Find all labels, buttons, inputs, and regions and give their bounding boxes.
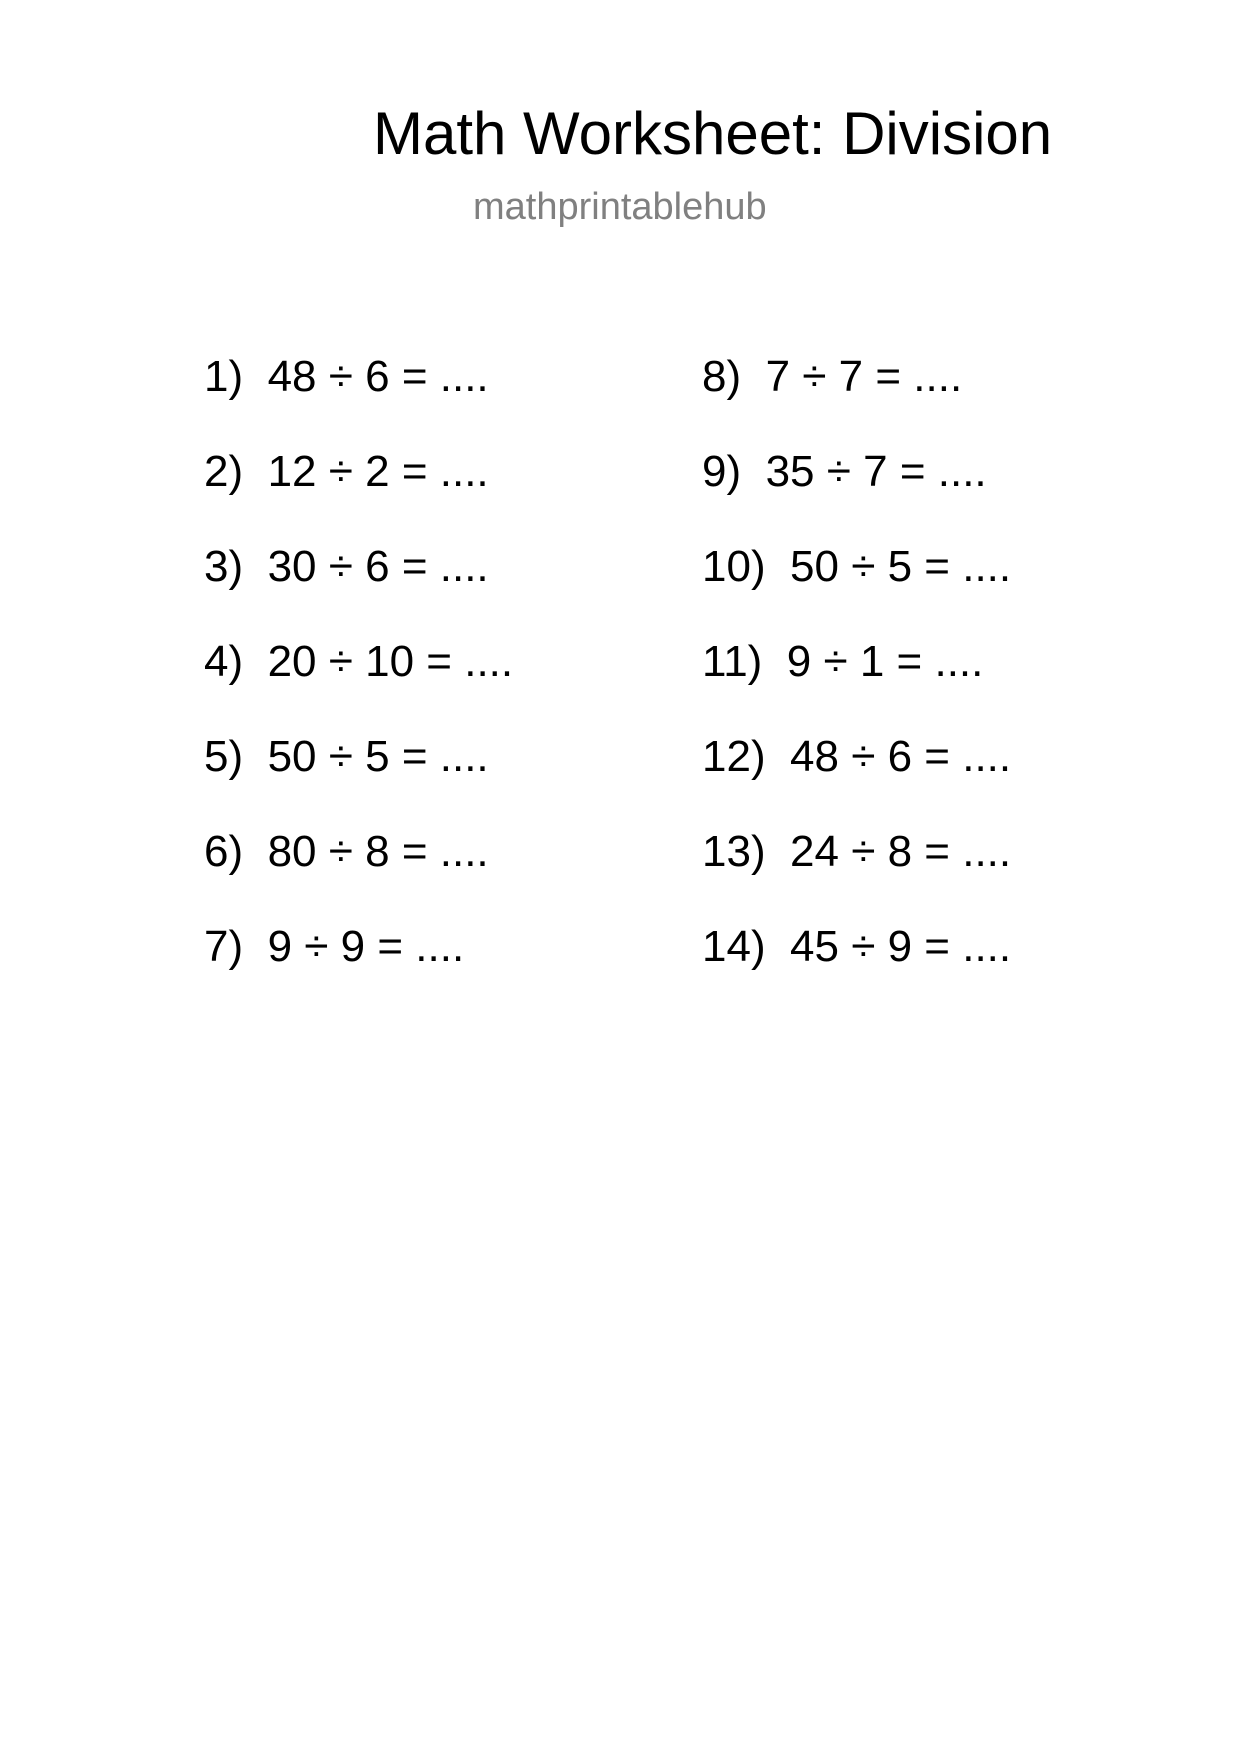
problem-expression: 7 ÷ 7 = xyxy=(765,352,902,401)
problem-7 xyxy=(204,922,465,971)
answer-blank[interactable]: .... xyxy=(962,542,1012,591)
problem-6 xyxy=(204,827,489,876)
site-name-subtitle: mathprintablehub xyxy=(473,186,767,228)
problem-expression: 12 ÷ 2 = xyxy=(267,447,428,496)
answer-blank[interactable]: .... xyxy=(937,447,987,496)
problem-12 xyxy=(702,732,1012,781)
problem-expression: 48 ÷ 6 = xyxy=(790,732,950,781)
problem-number: 9) xyxy=(702,447,742,496)
problem-number: 14) xyxy=(702,922,766,971)
problem-expression: 48 ÷ 6 = xyxy=(267,352,428,401)
problem-expression: 9 ÷ 9 = xyxy=(267,922,404,971)
answer-blank[interactable]: .... xyxy=(415,922,465,971)
problem-expression: 9 ÷ 1 = xyxy=(786,637,923,686)
problem-expression: 35 ÷ 7 = xyxy=(765,447,926,496)
problem-expression: 45 ÷ 9 = xyxy=(790,922,950,971)
answer-blank[interactable]: .... xyxy=(913,352,963,401)
problem-expression: 20 ÷ 10 = xyxy=(267,637,452,686)
problem-2 xyxy=(204,447,489,496)
problem-11 xyxy=(702,637,984,686)
answer-blank[interactable]: .... xyxy=(439,827,489,876)
problem-number: 2) xyxy=(204,447,244,496)
answer-blank[interactable]: .... xyxy=(934,637,984,686)
problem-number: 10) xyxy=(702,542,766,591)
answer-blank[interactable]: .... xyxy=(464,637,514,686)
problem-1 xyxy=(204,352,489,401)
problem-10 xyxy=(702,542,1012,591)
problem-number: 6) xyxy=(204,827,244,876)
problem-5 xyxy=(204,732,489,781)
problem-3 xyxy=(204,542,489,591)
answer-blank[interactable]: .... xyxy=(439,542,489,591)
problem-9 xyxy=(702,447,987,496)
problem-14 xyxy=(702,922,1012,971)
problem-number: 7) xyxy=(204,922,244,971)
problem-number: 3) xyxy=(204,542,244,591)
page-title: Math Worksheet: Division xyxy=(373,100,1053,167)
problem-expression: 50 ÷ 5 = xyxy=(790,542,950,591)
problem-number: 5) xyxy=(204,732,244,781)
problem-4 xyxy=(204,637,514,686)
problem-number: 1) xyxy=(204,352,244,401)
problem-expression: 50 ÷ 5 = xyxy=(267,732,428,781)
answer-blank[interactable]: .... xyxy=(962,732,1012,781)
problem-number: 8) xyxy=(702,352,742,401)
problem-number: 11) xyxy=(702,637,763,686)
problem-expression: 80 ÷ 8 = xyxy=(267,827,428,876)
answer-blank[interactable]: .... xyxy=(439,352,489,401)
problem-number: 4) xyxy=(204,637,244,686)
problem-expression: 30 ÷ 6 = xyxy=(267,542,428,591)
answer-blank[interactable]: .... xyxy=(439,447,489,496)
answer-blank[interactable]: .... xyxy=(439,732,489,781)
problem-expression: 24 ÷ 8 = xyxy=(790,827,950,876)
answer-blank[interactable]: .... xyxy=(962,827,1012,876)
problem-8 xyxy=(702,352,963,401)
problem-number: 13) xyxy=(702,827,766,876)
problem-13 xyxy=(702,827,1012,876)
problem-number: 12) xyxy=(702,732,766,781)
answer-blank[interactable]: .... xyxy=(962,922,1012,971)
